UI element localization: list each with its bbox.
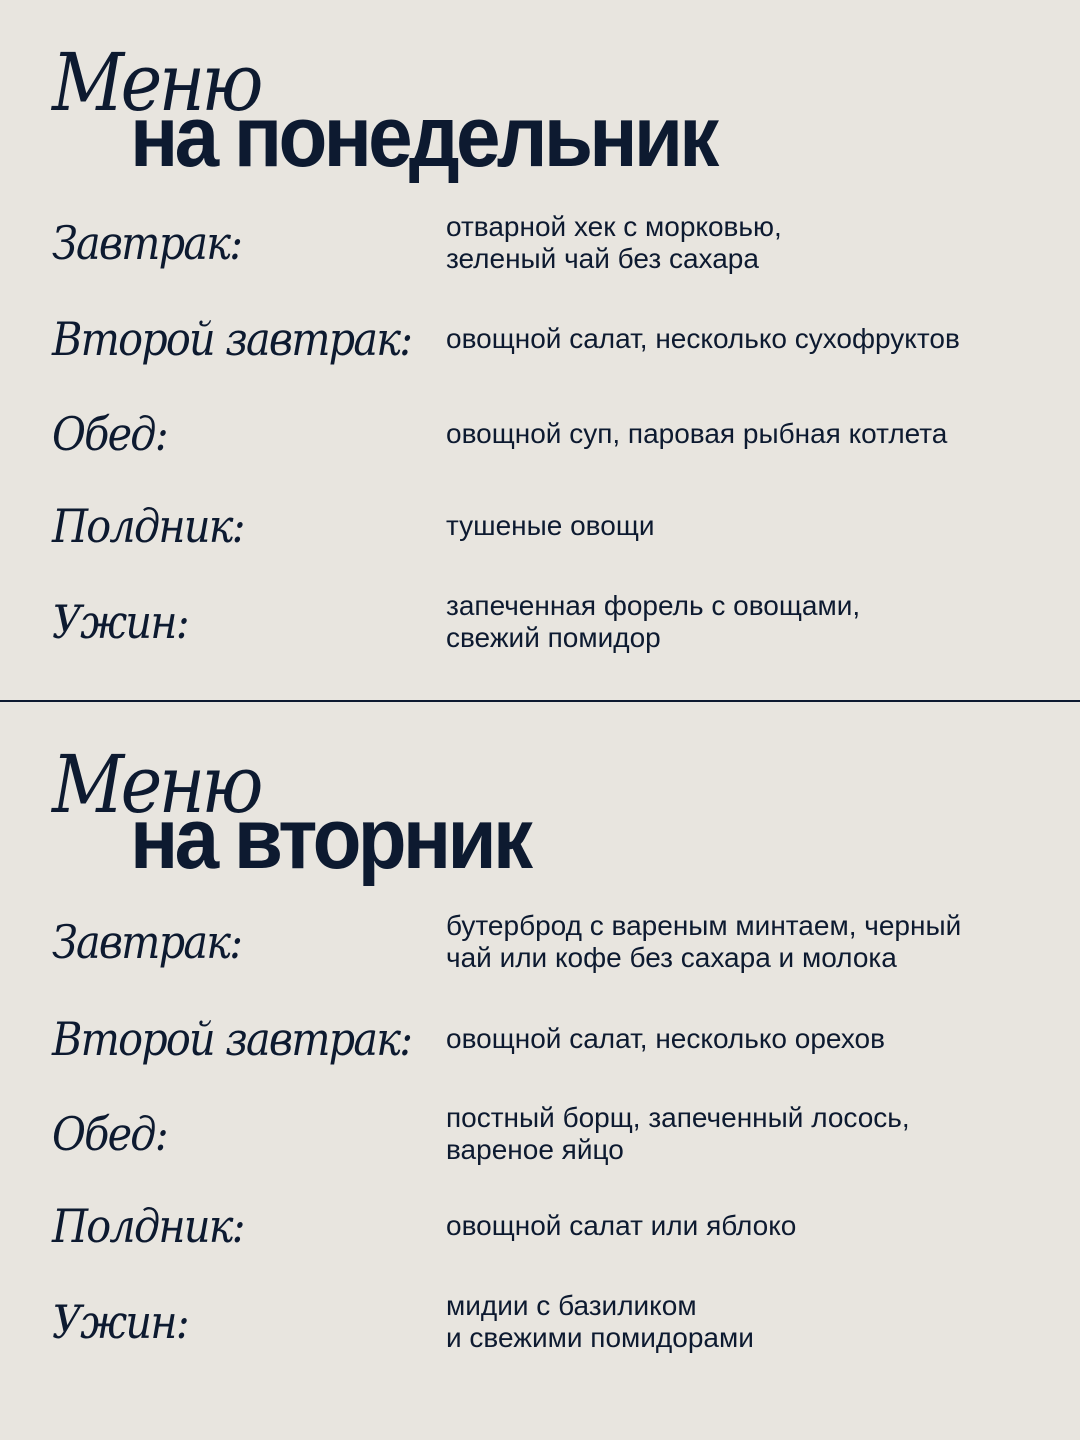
meal-line: отварной хек с морковью, xyxy=(446,211,782,242)
meal-row-snack xyxy=(0,1186,1080,1266)
meal-row-second-breakfast xyxy=(0,299,1080,379)
meal-description xyxy=(446,203,1066,283)
menu-title-script: Меню xyxy=(52,738,261,831)
meal-row-snack xyxy=(0,486,1080,566)
meal-line: свежий помидор xyxy=(446,622,661,653)
menu-title-script: Меню xyxy=(52,36,261,129)
menu-title-day: на вторник xyxy=(130,791,530,887)
meal-row-second-breakfast xyxy=(0,999,1080,1079)
meal-description xyxy=(446,1282,1066,1362)
meal-description xyxy=(446,582,1066,662)
meal-description xyxy=(446,394,1066,474)
meal-line: чай или кофе без сахара и молока xyxy=(446,942,897,973)
meal-description xyxy=(446,999,1066,1079)
meal-line: зеленый чай без сахара xyxy=(446,243,759,274)
meal-row-lunch xyxy=(0,1094,1080,1174)
meal-line: тушеные овощи xyxy=(446,510,655,541)
meal-label: Второй завтрак: xyxy=(52,312,412,366)
meal-description xyxy=(446,486,1066,566)
menu-title-day: на понедельник xyxy=(130,89,716,185)
meal-line: овощной суп, паровая рыбная котлета xyxy=(446,418,948,449)
meal-label: Завтрак: xyxy=(52,216,242,270)
meal-line: и свежими помидорами xyxy=(446,1322,754,1353)
meal-line: овощной салат, несколько орехов xyxy=(446,1023,885,1054)
menu-monday xyxy=(0,0,1080,700)
meal-description xyxy=(446,1094,1066,1174)
meal-line: овощной салат или яблоко xyxy=(446,1210,797,1241)
meal-line: овощной салат, несколько сухофруктов xyxy=(446,323,960,354)
meal-label: Второй завтрак: xyxy=(52,1012,412,1066)
meal-label: Полдник: xyxy=(52,1199,244,1253)
menu-tuesday xyxy=(0,702,1080,1402)
meal-description xyxy=(446,299,1066,379)
meal-label: Ужин: xyxy=(52,1295,188,1349)
meal-description xyxy=(446,1186,1066,1266)
meal-row-lunch xyxy=(0,394,1080,474)
meal-row-breakfast xyxy=(0,203,1080,283)
meal-line: бутерброд с вареным минтаем, черный xyxy=(446,910,962,941)
meal-label: Обед: xyxy=(52,1107,167,1161)
meal-row-dinner xyxy=(0,582,1080,662)
meal-line: мидии с базиликом xyxy=(446,1290,697,1321)
meal-line: запеченная форель с овощами, xyxy=(446,590,861,621)
meal-row-breakfast xyxy=(0,902,1080,982)
meal-label: Ужин: xyxy=(52,595,188,649)
meal-line: постный борщ, запеченный лосось, xyxy=(446,1102,910,1133)
meal-label: Завтрак: xyxy=(52,915,242,969)
meal-row-dinner xyxy=(0,1282,1080,1362)
meal-label: Полдник: xyxy=(52,499,244,553)
meal-line: вареное яйцо xyxy=(446,1134,624,1165)
meal-description xyxy=(446,902,1066,982)
meal-label: Обед: xyxy=(52,407,167,461)
